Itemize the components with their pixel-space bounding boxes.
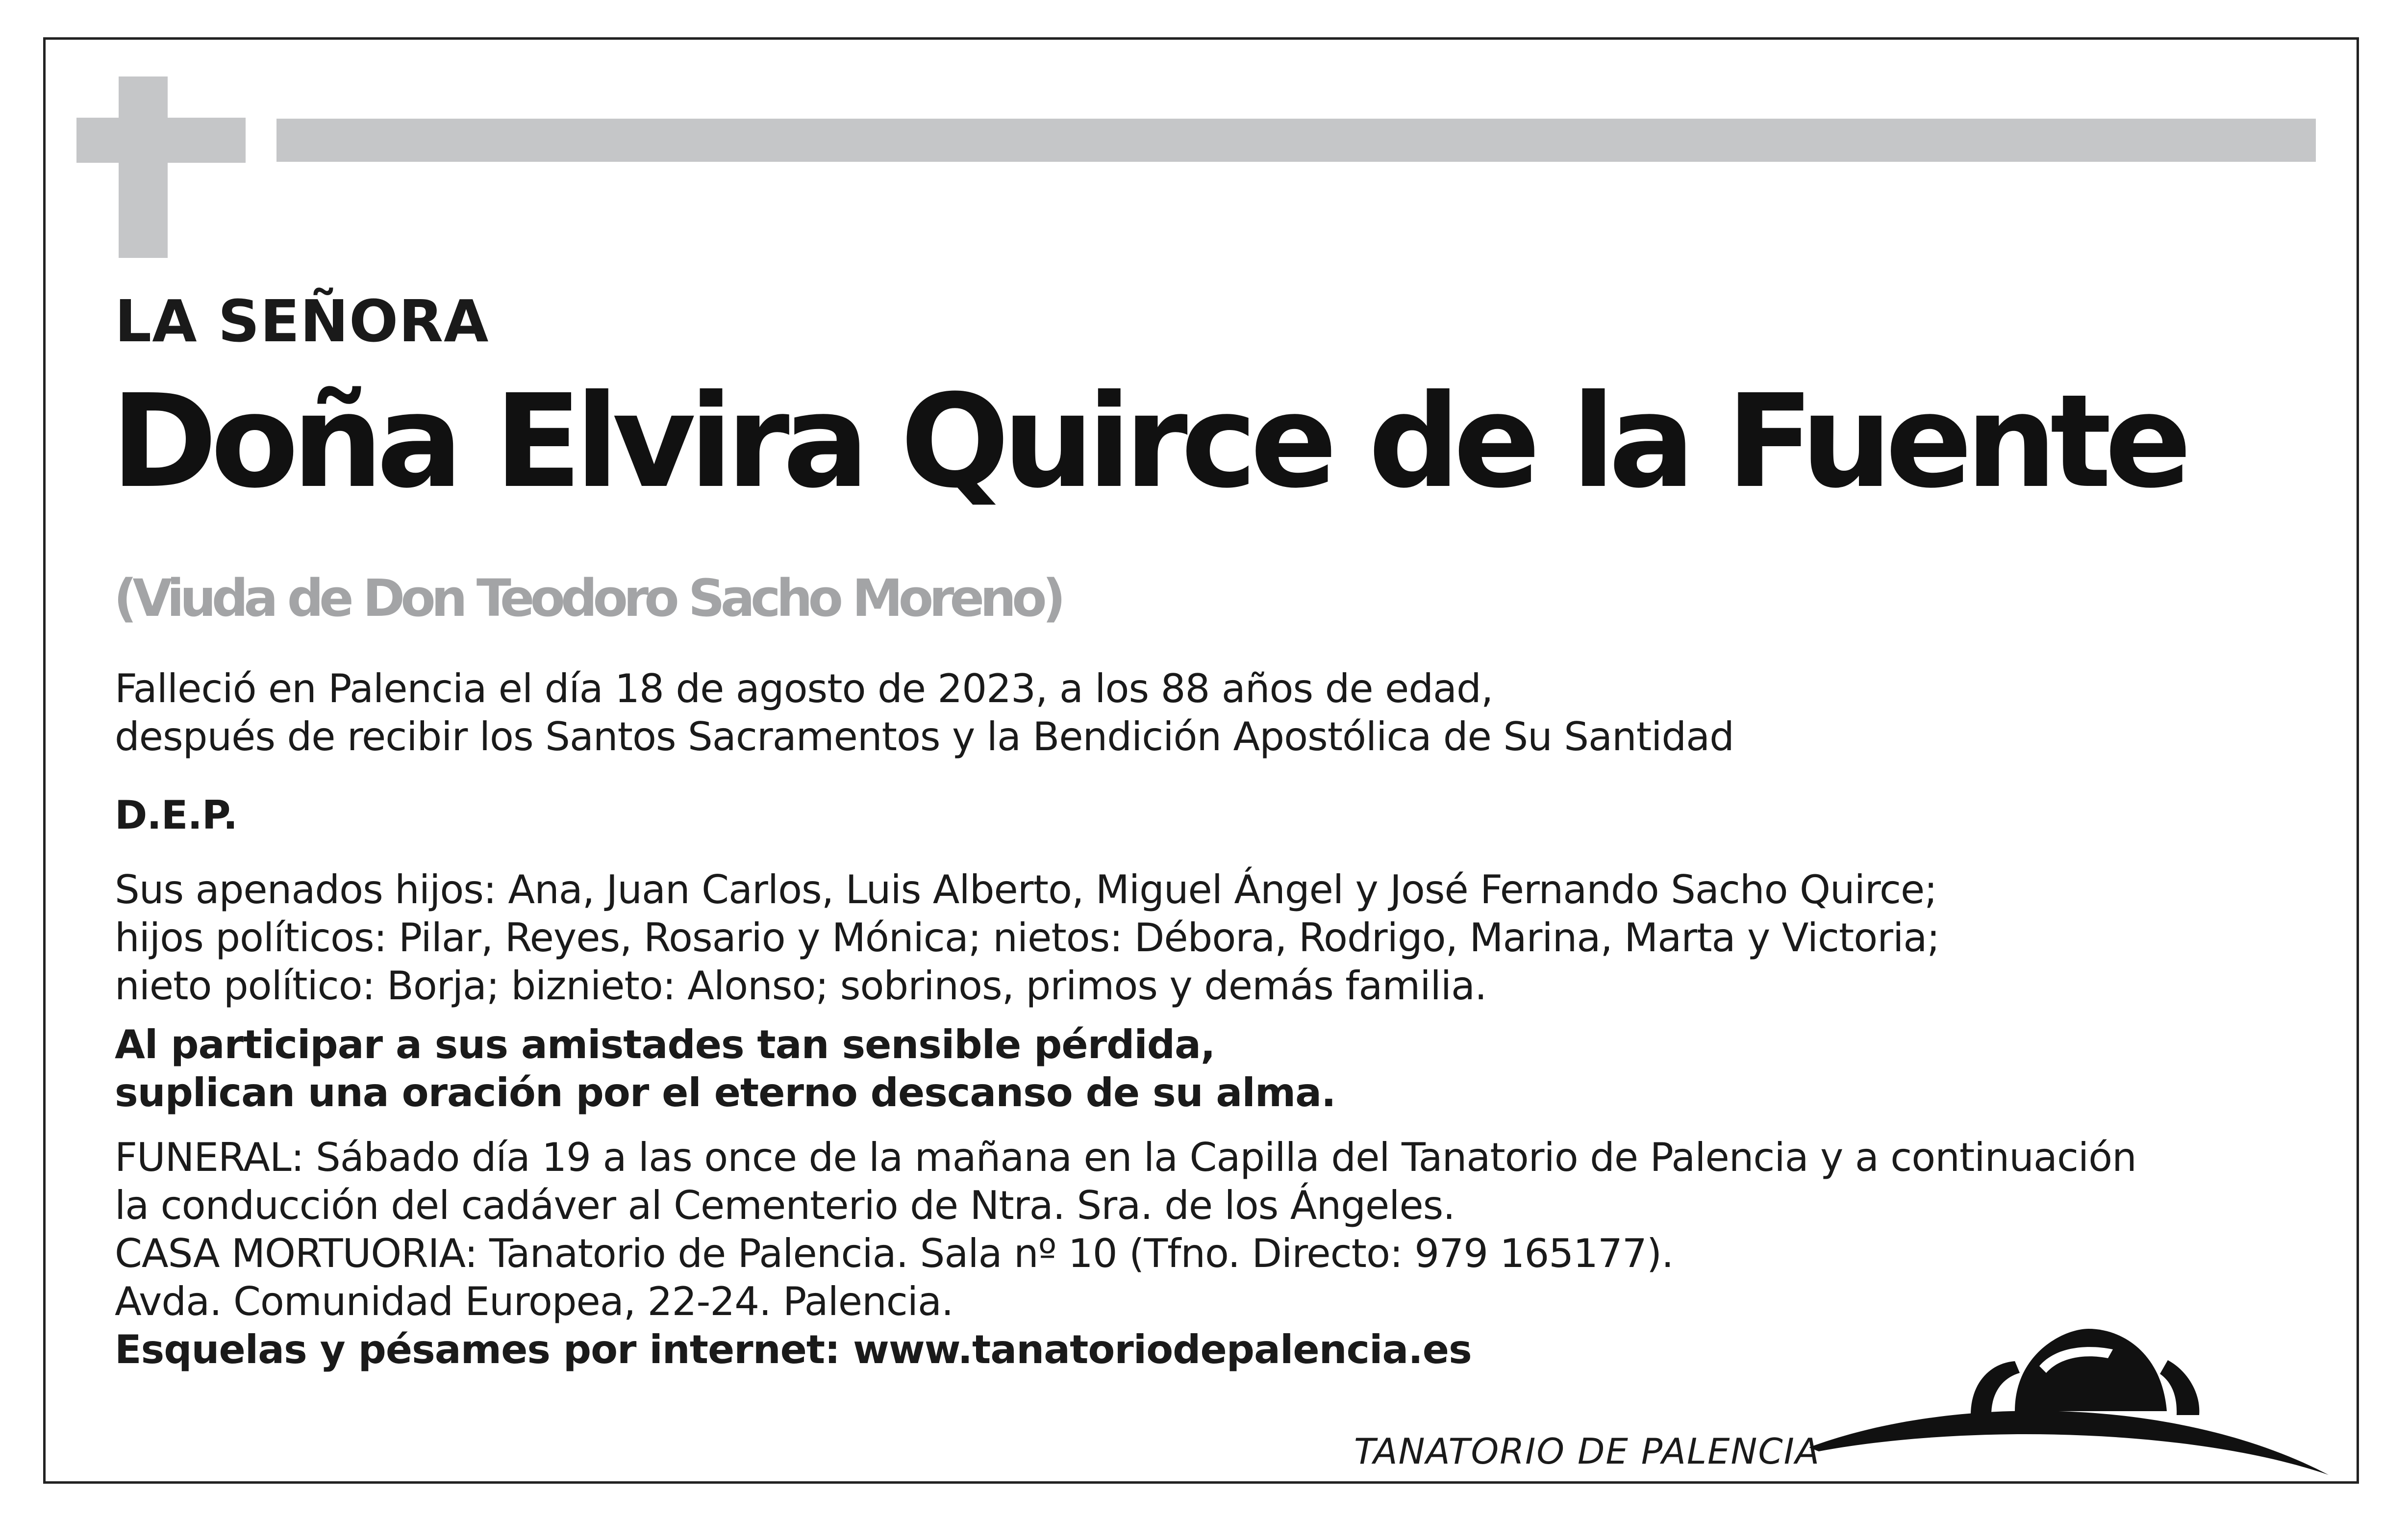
funeral-line: la conducción del cadáver al Cementerio de Ntra. Sra. de los Ángeles. bbox=[115, 1183, 1455, 1228]
website-line: Esquelas y pésames por internet: www.tanatoriodepalencia.es bbox=[115, 1327, 1472, 1372]
title-prefix: LA SEÑORA bbox=[115, 287, 489, 355]
prayer-request-line: suplican una oración por el eterno descanso de su alma. bbox=[115, 1070, 1336, 1115]
logo-text: TANATORIO DE PALENCIA bbox=[1354, 1431, 1821, 1472]
funeral-line: Avda. Comunidad Europea, 22-24. Palencia. bbox=[115, 1279, 953, 1324]
death-notice-line: Falleció en Palencia el día 18 de agosto de 2023, a los 88 años de edad, bbox=[115, 666, 1493, 711]
decorative-rule bbox=[276, 119, 2316, 162]
death-notice bbox=[115, 665, 1734, 761]
widow-note: (Viuda de Don Teodoro Sacho Moreno) bbox=[114, 568, 1062, 628]
prayer-request bbox=[115, 1021, 1336, 1117]
family-line: nieto político: Borja; biznieto: Alonso; sobrinos, primos y demás familia. bbox=[115, 963, 1487, 1009]
funeral-line: FUNERAL: Sábado día 19 a las once de la mañana en la Capilla del Tanatorio de Palencia y a continuación bbox=[115, 1135, 2136, 1180]
family-line: Sus apenados hijos: Ana, Juan Carlos, Luis Alberto, Miguel Ángel y José Fernando Sacho Quirce; bbox=[115, 867, 1937, 912]
rip-abbreviation: D.E.P. bbox=[115, 792, 238, 838]
funeral-line: CASA MORTUORIA: Tanatorio de Palencia. Sala nº 10 (Tfno. Directo: 979 165177). bbox=[115, 1231, 1674, 1276]
cross-icon-horizontal bbox=[76, 118, 246, 163]
cross-icon-vertical bbox=[119, 76, 168, 258]
tanatorio-logo-icon bbox=[1809, 1319, 2338, 1484]
funeral-details bbox=[115, 1134, 2136, 1326]
family-list bbox=[115, 866, 1939, 1010]
family-line: hijos políticos: Pilar, Reyes, Rosario y Mónica; nietos: Débora, Rodrigo, Marina, Marta y Victoria; bbox=[115, 915, 1940, 961]
death-notice-line: después de recibir los Santos Sacramentos y la Bendición Apostólica de Su Santidad bbox=[115, 714, 1734, 760]
deceased-name: Doña Elvira Quirce de la Fuente bbox=[111, 367, 2185, 516]
prayer-request-line: Al participar a sus amistades tan sensible pérdida, bbox=[115, 1022, 1215, 1067]
